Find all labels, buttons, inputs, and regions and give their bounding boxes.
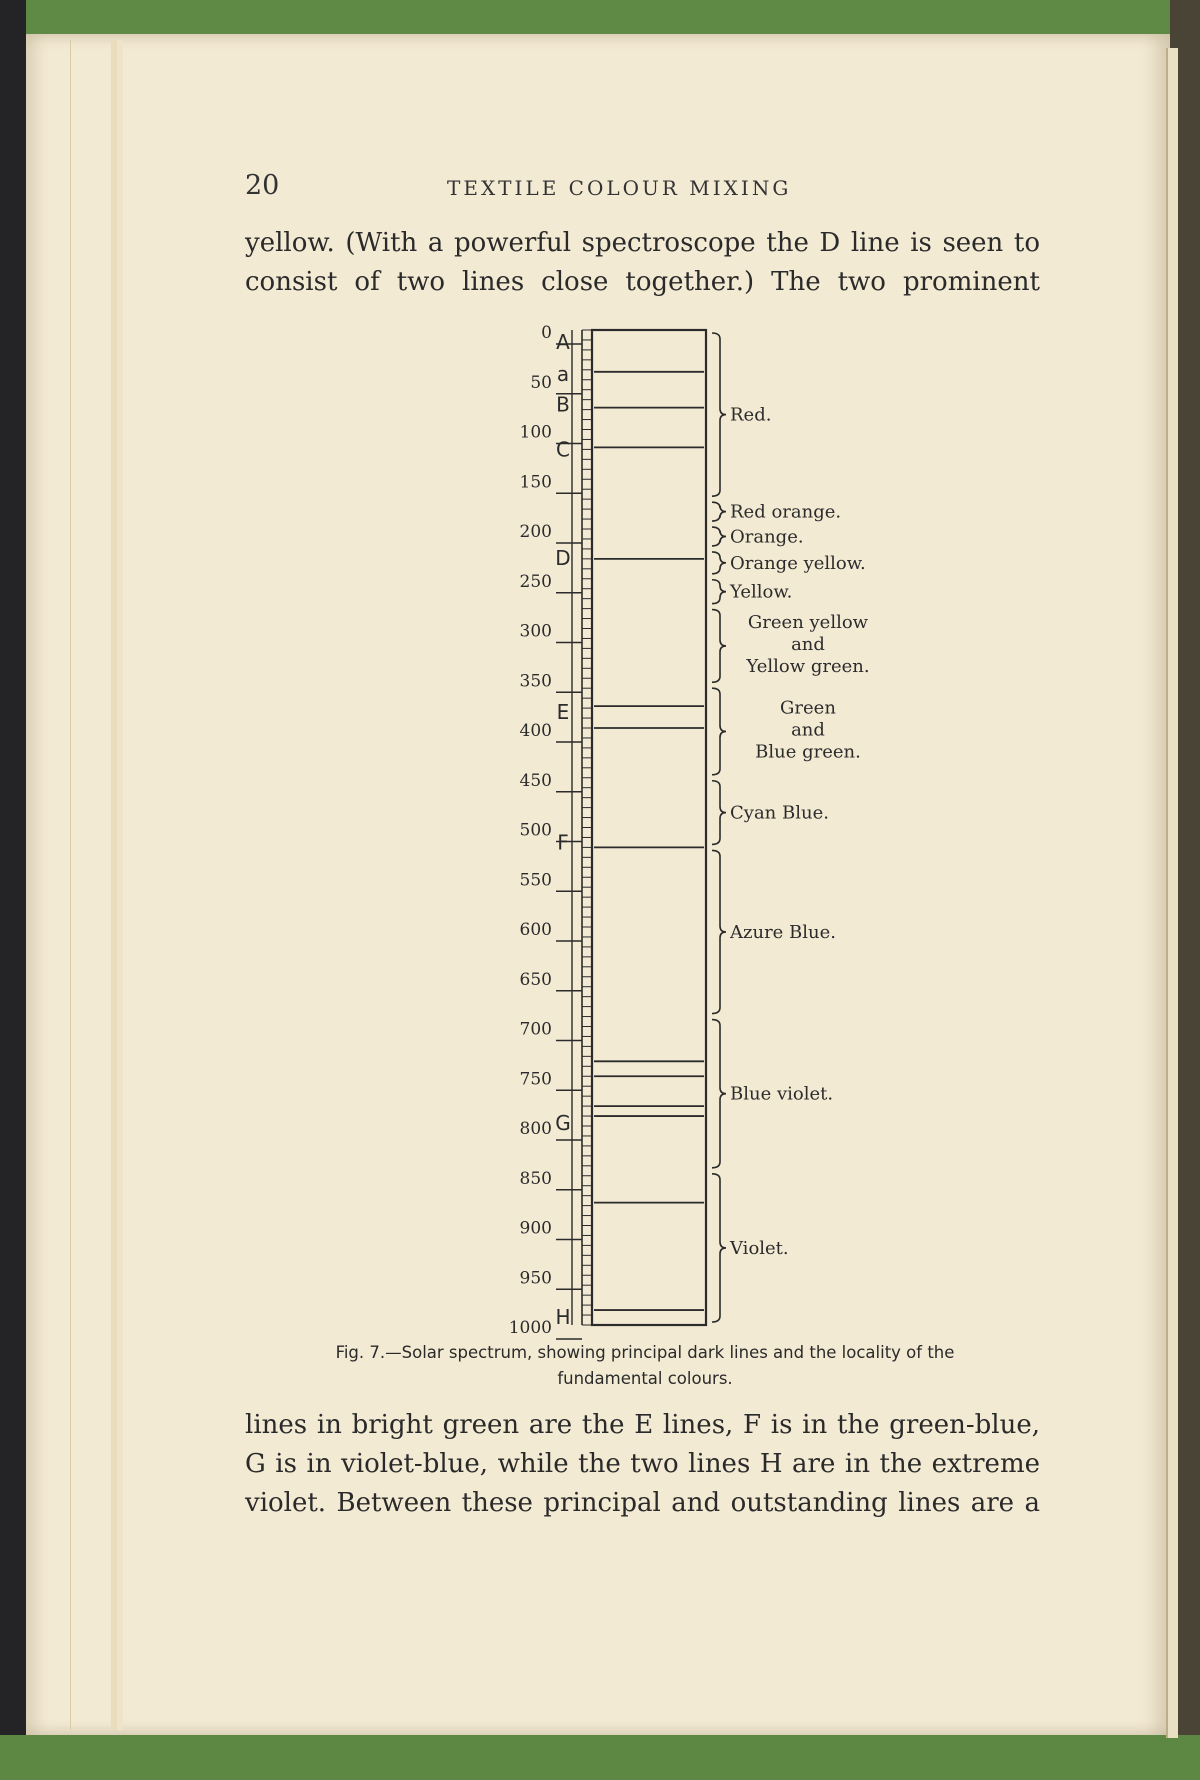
spectral-line-letter: B xyxy=(556,392,570,417)
region-brace xyxy=(712,688,726,775)
spectral-line-letter: E xyxy=(556,700,570,725)
scale-tick-label: 850 xyxy=(519,1168,552,1189)
colour-region-label: Yellow. xyxy=(730,581,793,603)
scale-tick-label: 0 xyxy=(541,323,552,343)
colour-region-label: Blue green. xyxy=(755,741,861,763)
paragraph-line: violet. Between these principal and outstanding lines are a xyxy=(245,1488,1040,1518)
region-brace xyxy=(712,502,726,521)
colour-region-label: Yellow green. xyxy=(746,655,870,677)
scale-tick-label: 300 xyxy=(519,621,552,642)
region-brace xyxy=(712,850,726,1013)
scale-tick-label: 750 xyxy=(519,1069,552,1090)
scale-tick-label: 500 xyxy=(519,820,552,841)
running-head: TEXTILE COLOUR MIXING xyxy=(447,176,792,200)
spectral-line-letter: F xyxy=(557,830,569,855)
paragraph-line: G is in violet-blue, while the two lines H are in the extreme xyxy=(245,1449,1040,1479)
region-brace xyxy=(712,610,726,683)
caption-line: Fig. 7.—Solar spectrum, showing principal dark lines and the locality of the xyxy=(335,1343,955,1362)
region-brace xyxy=(712,781,726,845)
colour-region-label: Orange yellow. xyxy=(730,552,866,574)
colour-region-label: Orange. xyxy=(730,526,804,548)
scale-tick-label: 950 xyxy=(519,1268,552,1289)
spectral-line-letter: C xyxy=(556,437,570,462)
spectral-line-letter: D xyxy=(555,545,571,570)
colour-region-label: Red. xyxy=(730,404,772,426)
colour-region-label: Green xyxy=(780,697,836,719)
spectral-line-letter: G xyxy=(555,1111,571,1136)
scale-tick-label: 1000 xyxy=(508,1318,552,1338)
scale-tick-label: 50 xyxy=(530,372,552,393)
paragraph-line: lines in bright green are the E lines, F is in the green-blue, xyxy=(245,1410,1040,1440)
scale-tick-label: 450 xyxy=(519,770,552,791)
colour-region-label: Green yellow xyxy=(747,611,869,633)
scale-tick-label: 550 xyxy=(519,870,552,891)
spectrum-tube xyxy=(592,330,706,1325)
scale-tick-label: 800 xyxy=(519,1119,552,1139)
colour-region-label: Cyan Blue. xyxy=(730,802,829,824)
scale-tick-label: 250 xyxy=(519,571,552,592)
colour-region-label: Blue violet. xyxy=(730,1083,834,1105)
region-brace xyxy=(712,552,726,574)
spectral-line-letter: A xyxy=(556,329,570,354)
spectral-line-letter: a xyxy=(556,361,570,386)
spectral-line-letter: H xyxy=(555,1305,571,1330)
scale-tick-label: 350 xyxy=(519,671,552,692)
region-brace xyxy=(712,1020,726,1168)
scale-tick-label: 650 xyxy=(519,969,552,990)
scale-tick-label: 600 xyxy=(519,920,552,940)
region-brace xyxy=(712,527,726,546)
scale-tick-label: 150 xyxy=(519,472,552,493)
caption-line: fundamental colours. xyxy=(557,1369,733,1388)
figure-caption xyxy=(250,1340,1040,1392)
colour-region-label: Violet. xyxy=(730,1237,789,1259)
colour-region-label: and xyxy=(791,633,825,655)
region-brace xyxy=(712,580,726,604)
paragraph-line: yellow. (With a powerful spectroscope the D line is seen to xyxy=(245,228,1040,258)
scale-tick-label: 100 xyxy=(519,422,552,443)
scale-tick-label: 700 xyxy=(519,1019,552,1040)
paragraph-bottom xyxy=(245,1406,1040,1523)
region-brace xyxy=(712,333,726,496)
page-number: 20 xyxy=(245,170,280,201)
region-brace xyxy=(712,1174,726,1322)
scale-tick-label: 200 xyxy=(519,522,552,542)
colour-region-label: Red orange. xyxy=(730,501,842,523)
paragraph-line: consist of two lines close together.) The two prominent xyxy=(245,267,1040,297)
scale-tick-label: 900 xyxy=(519,1218,552,1239)
colour-region-label: Azure Blue. xyxy=(730,921,837,943)
colour-region-label: and xyxy=(791,719,825,741)
scale-tick-label: 400 xyxy=(519,721,552,741)
